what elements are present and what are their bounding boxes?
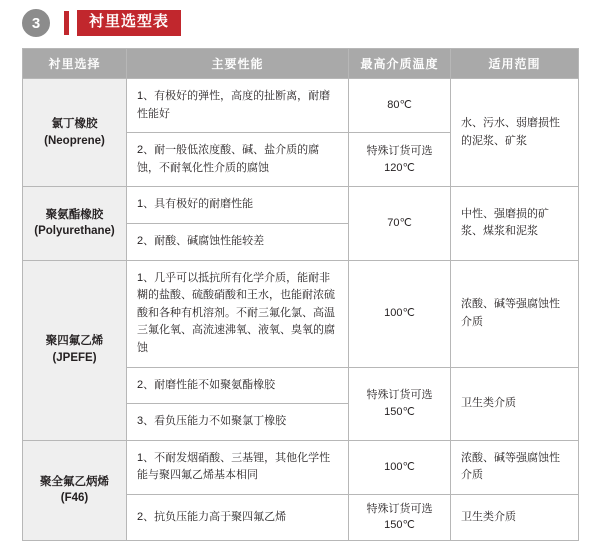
performance-cell: 2、耐酸、碱腐蚀性能较差 [127, 223, 349, 260]
temperature-note: 特殊订货可选 [366, 389, 433, 402]
temperature-cell: 100℃ [349, 260, 451, 367]
page-header [22, 8, 181, 38]
lining-name-neoprene [23, 79, 127, 187]
title-accent-bar [64, 11, 69, 35]
lining-name-line2: (Neoprene) [44, 134, 105, 147]
lining-name-line1: 聚氨酯橡胶 [45, 208, 104, 221]
lining-name-f46 [23, 440, 127, 540]
table-row [23, 260, 579, 367]
table-body [23, 79, 579, 541]
application-cell: 浓酸、碱等强腐蚀性介质 [451, 440, 579, 494]
spec-table-wrap [22, 48, 578, 541]
title-wrap [64, 10, 181, 36]
table-row [23, 440, 579, 494]
col-header-performance: 主要性能 [127, 49, 349, 79]
temperature-cell [349, 133, 451, 187]
lining-name-line1: 氯丁橡胶 [51, 118, 98, 131]
application-cell: 浓酸、碱等强腐蚀性介质 [451, 260, 579, 367]
lining-name-polyurethane [23, 187, 127, 260]
lining-name-line2: (JPEFE) [52, 352, 97, 365]
application-cell: 卫生类介质 [451, 494, 579, 540]
page-title: 衬里选型表 [77, 10, 181, 36]
temperature-value: 150℃ [384, 405, 415, 418]
application-cell: 水、污水、弱磨损性的泥浆、矿浆 [451, 79, 579, 187]
application-cell: 卫生类介质 [451, 367, 579, 440]
temperature-note: 特殊订货可选 [366, 145, 433, 158]
table-row [23, 79, 579, 133]
table-head [23, 49, 579, 79]
section-number-badge: 3 [22, 9, 50, 37]
temperature-cell [349, 494, 451, 540]
lining-name-line2: (Polyurethane) [34, 225, 115, 238]
table-header-row [23, 49, 579, 79]
temperature-value: 120℃ [384, 161, 415, 174]
performance-cell: 1、不耐发烟硝酸、三基锂，其他化学性能与聚四氟乙烯基本相同 [127, 440, 349, 494]
performance-cell: 1、几乎可以抵抗所有化学介质，能耐非糊的盐酸、硫酸硝酸和王水，也能耐浓硫酸和各种有机溶剂。不耐三氟化氯、高温三氟化氧、高流速沸氧、液氧、臭氧的腐蚀 [127, 260, 349, 367]
col-header-lining: 衬里选择 [23, 49, 127, 79]
application-cell: 中性、强磨损的矿浆、煤浆和泥浆 [451, 187, 579, 260]
performance-cell: 1、有极好的弹性，高度的扯断离，耐磨性能好 [127, 79, 349, 133]
temperature-cell: 80℃ [349, 79, 451, 133]
performance-cell: 3、看负压能力不如聚氯丁橡胶 [127, 404, 349, 441]
performance-cell: 1、具有极好的耐磨性能 [127, 187, 349, 224]
performance-cell: 2、抗负压能力高于聚四氟乙烯 [127, 494, 349, 540]
performance-cell: 2、耐磨性能不如聚氨酯橡胶 [127, 367, 349, 404]
table-row [23, 187, 579, 224]
col-header-application: 适用范围 [451, 49, 579, 79]
lining-name-jpefe [23, 260, 127, 440]
temperature-note: 特殊订货可选 [366, 502, 433, 515]
temperature-value: 150℃ [384, 519, 415, 532]
lining-name-line2: (F46) [60, 492, 89, 505]
col-header-max-temp: 最高介质温度 [349, 49, 451, 79]
performance-cell: 2、耐一般低浓度酸、碱、盐介质的腐蚀，不耐氧化性介质的腐蚀 [127, 133, 349, 187]
temperature-cell: 100℃ [349, 440, 451, 494]
lining-name-line1: 聚全氟乙炳烯 [40, 475, 109, 488]
lining-name-line1: 聚四氟乙烯 [45, 335, 104, 348]
lining-selection-table [22, 48, 579, 541]
temperature-cell: 70℃ [349, 187, 451, 260]
temperature-cell [349, 367, 451, 440]
